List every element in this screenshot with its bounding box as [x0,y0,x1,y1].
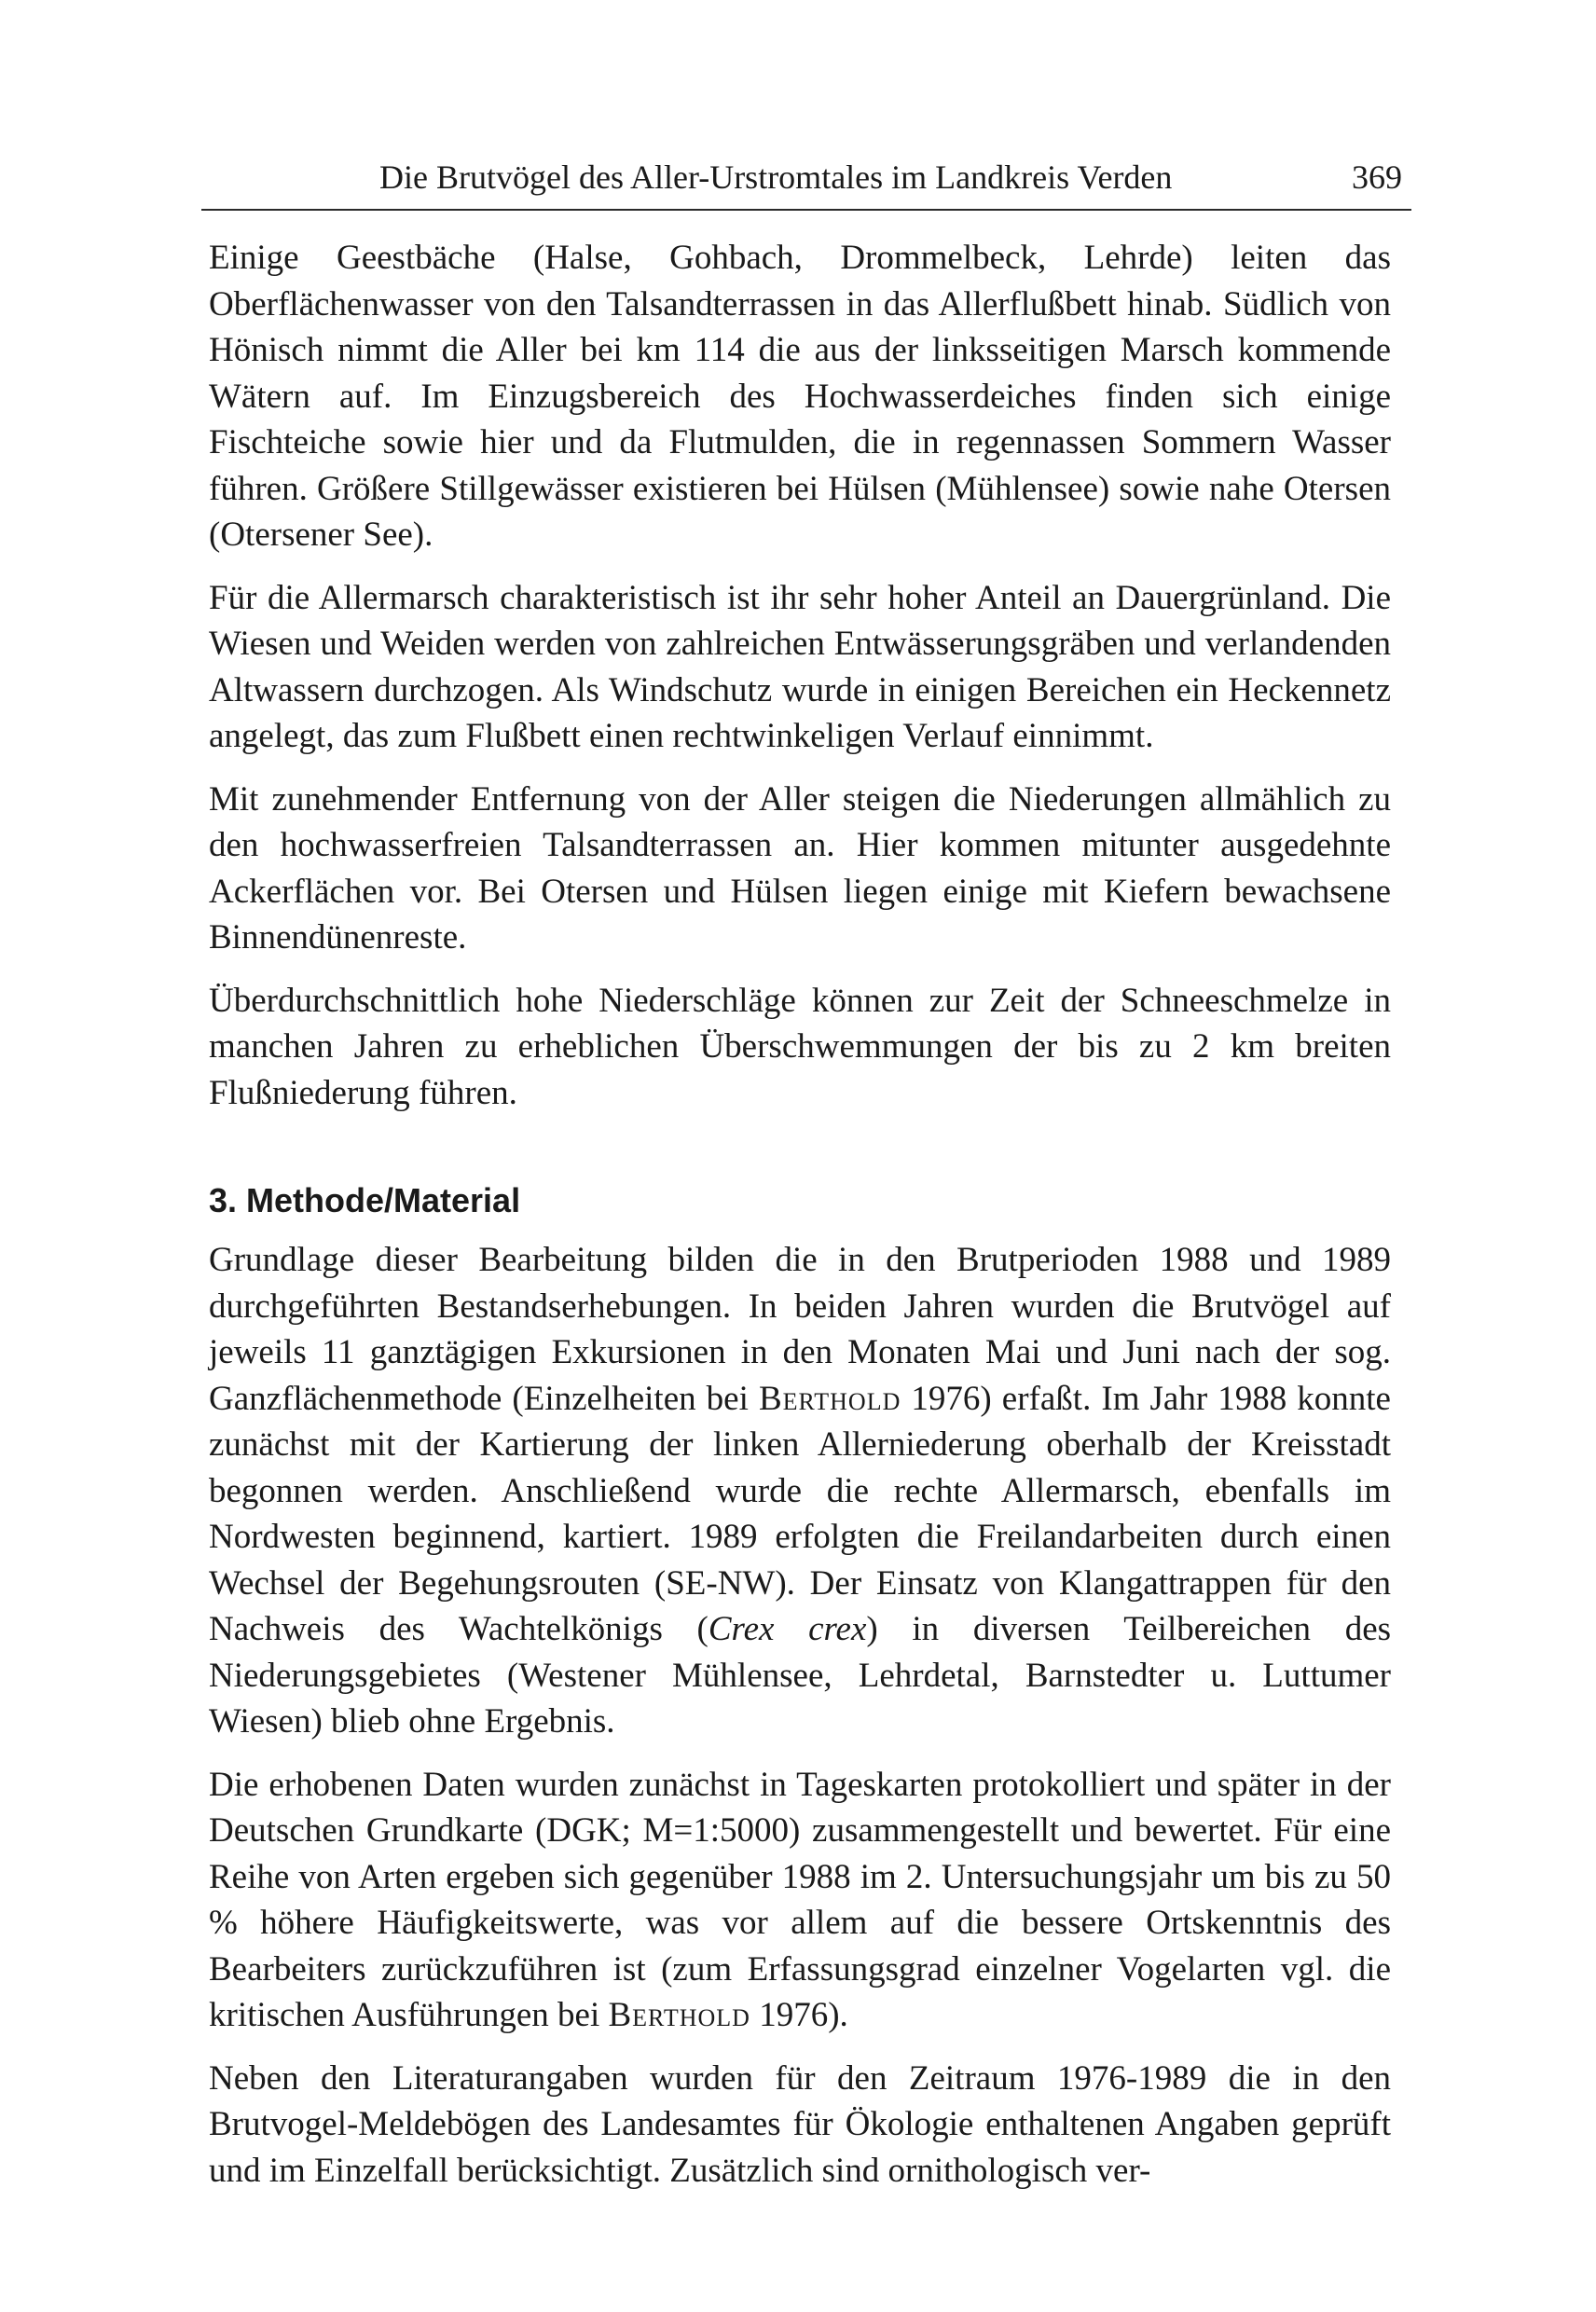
paragraph-text: Die erhobenen Daten wurden zunächst in Tageskarten protokolliert und später in der Deutschen Grundkarte (DGK; M=1:5000) zusammengestellt und bewertet. Für eine Reihe von Arten ergeben sich gegenüber 1988 im 2. Untersuchungsjahr um bis zu 50 % höhere Häufigkeitswerte, was vor allem auf die bessere Ortskenntnis des Bearbeiters zurückzuführen ist (zum Erfassungsgrad einzelner Vogelarten vgl. die kritischen Ausführungen bei [209,1765,1391,2034]
paragraph-allermarsch: Für die Allermarsch charakteristisch ist ihr sehr hoher Anteil an Dauergrünland. Die Wiesen und Weiden werden von zahlreichen Entwässerungsgräben und verlandenden Altwassern durchzogen. Als Windschutz wurde in einigen Bereichen ein Heckennetz angelegt, das zum Flußbett einen rechtwinkeligen Verlauf einnimmt. [209,578,1391,755]
species-name: Crex crex [708,1610,867,1648]
paragraph-ueberschwemmungen: Überdurchschnittlich hohe Niederschläge können zur Zeit der Schneeschmelze in manchen Jahren zu erheblichen Überschwemmungen der bis zu 2 km breiten Flußniederung führen. [209,981,1391,1112]
section-heading-methode-material: 3. Methode/Material [209,1181,521,1219]
paragraph-text: Grundlage dieser Bearbeitung bilden die in den Brutperioden 1988 und 1989 durchgeführten Bestandserhebungen. In beiden Jahren wurden die Brutvögel auf jeweils 11 ganztägigen Exkursionen in den Monaten Mai und Juni nach der sog. Ganzflächenmethode (Einzelheiten bei [209,1241,1391,1418]
paragraph-text: 1976). [750,1996,848,2034]
running-head [201,151,1411,196]
running-title: Die Brutvögel des Aller-Urstromtales im Landkreis Verden [379,158,1173,196]
author-citation: Berthold [608,1996,750,2034]
paragraph-niederungen: Mit zunehmender Entfernung von der Aller steigen die Niederungen allmählich zu den hochwasserfreien Talsandterrassen an. Hier kommen mitunter ausgedehnte Ackerflächen vor. Bei Otersen und Hülsen liegen einige mit Kiefern bewachsene Binnendünenreste. [209,779,1391,956]
body-text [209,235,1391,2210]
header-rule [201,209,1411,211]
paragraph-erhobene-daten [209,1762,1391,2039]
paragraph-text: 1976) erfaßt. Im Jahr 1988 konnte zunächst mit der Kartierung der linken Allerniederung oberhalb der Kreisstadt begonnen werden. Anschließend wurde die rechte Allermarsch, ebenfalls im Nordwesten beginnend, kartiert. 1989 erfolgten die Freilandarbeiten durch einen Wechsel der Begehungsrouten (SE-NW). Der Einsatz von Klangattrappen für den Nachweis des Wachtelkönigs ( [209,1379,1391,1648]
paragraph-grundlage [209,1237,1391,1745]
paragraph-geestbaeche: Einige Geestbäche (Halse, Gohbach, Drommelbeck, Lehrde) leiten das Oberflächenwasser von den Talsandterrassen in das Allerflußbett hinab. Südlich von Hönisch nimmt die Aller bei km 114 die aus der linksseitigen Marsch kommende Wätern auf. Im Einzugsbereich des Hochwasserdeiches finden sich einige Fischteiche sowie hier und da Flutmulden, die in regennassen Sommern Wasser führen. Größere Stillgewässer existieren bei Hülsen (Mühlensee) sowie nahe Otersen (Otersener See). [209,239,1391,554]
page-number: 369 [1352,158,1402,196]
author-citation: Berthold [758,1379,901,1418]
paragraph-literaturangaben: Neben den Literaturangaben wurden für den Zeitraum 1976-1989 die in den Brutvogel-Meldebögen des Landesamtes für Ökologie enthaltenen Angaben geprüft und im Einzelfall berücksichtigt. Zusätzlich sind ornithologisch ver- [209,2058,1391,2190]
paragraph-text: ) in diversen Teilbereichen des Niederungsgebietes (Westener Mühlensee, Lehrdetal, Barnstedter u. Luttumer Wiesen) blieb ohne Ergebnis. [209,1610,1392,1741]
